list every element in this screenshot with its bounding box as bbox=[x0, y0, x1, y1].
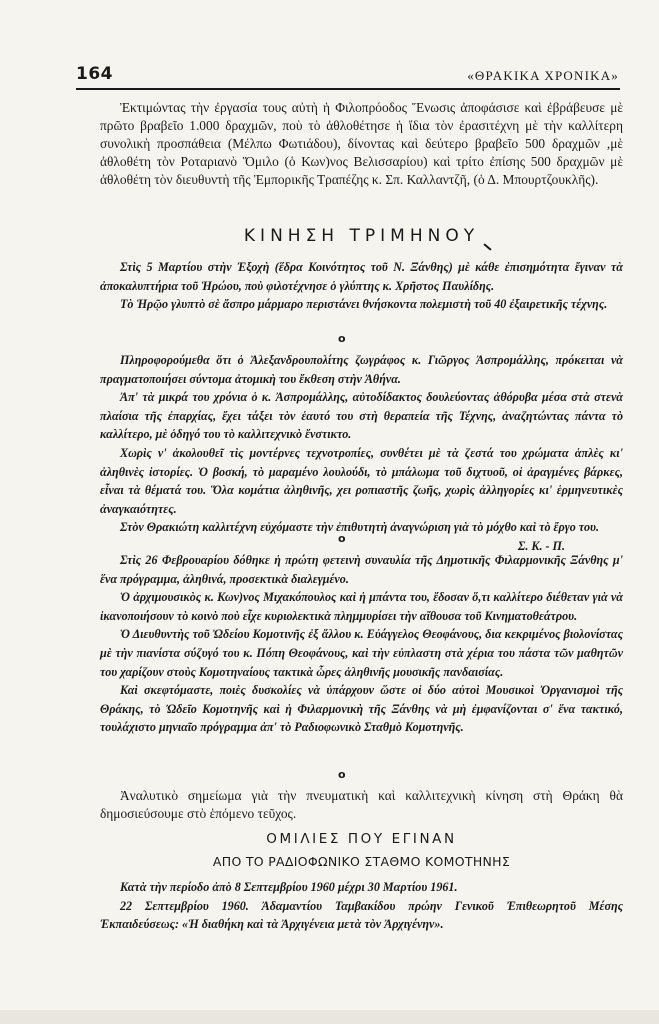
page-number: 164 bbox=[76, 64, 113, 84]
painter-paragraph-2: Ἀπ' τὰ μικρά του χρόνια ὁ κ. Ἀσπρομάλλης, αὐτοδίδακτος δουλεύοντας ἀθόρυβα μέσα στὰ στενὰ πλαίσια τῆς ἐπαρχίας, ἔχει τάξει τὸν ἑαυτό του στὴ θεραπεία τῆς Τέχνης, ἀναζητώντας πάντα τὸ καλλίτερο, μὲ ὁδηγό του τὸ καλλιτεχνικὸ ἔνστικτο. bbox=[100, 390, 623, 442]
concert-paragraph-2: Ὁ ἀρχιμουσικὸς κ. Κων)νος Μιχακόπουλος καὶ ἡ μπάντα του, ἔδοσαν ὅ,τι καλλίτερο διέθεταν γιὰ νὰ ἱκανοποιήσουν τὸ κοινὸ ποὺ εἶχε κυριολεκτικὰ πλημμυρίσει τὴν αἴθουσα τοῦ Κινηματοθεάτρου. bbox=[100, 590, 623, 623]
news-item-painter bbox=[100, 351, 623, 556]
note-paragraph bbox=[100, 787, 623, 823]
running-title: «ΘΡΑΚΙΚΑ ΧΡΟΝΙΚΑ» bbox=[467, 68, 619, 83]
heroon-paragraph-1: Στὶς 5 Μαρτίου στὴν Ἐξοχὴ (ἕδρα Κοινότητος τοῦ Ν. Ξάνθης) μὲ κάθε ἐπισημότητα ἔγιναν τὰ ἀποκαλυπτήρια τοῦ Ἡρώου, ποὺ φιλοτέχνησε ὁ γλύπτης κ. Χρῆστος Παυλίδης. bbox=[100, 260, 623, 293]
page-bottom-edge bbox=[0, 1010, 659, 1024]
section-separator: o bbox=[338, 768, 346, 781]
talks-entry: 22 Σεπτεμβρίου 1960. Ἀδαμαντίου Ταμβακίδου πρώην Γενικοῦ Ἐπιθεωρητοῦ Μέσης Ἐκπαιδεύσεως: «Ἡ διαθήκη καὶ τὰ Ἀρχιγένεια μετὰ τὸν Ἀρχιγένην». bbox=[100, 898, 623, 932]
header-rule bbox=[76, 88, 620, 90]
intro-text: Ἐκτιμώντας τὴν ἐργασία τους αὐτὴ ἡ Φιλοπρόοδος Ἕνωσις ἀποφάσισε καὶ ἐβράβευσε μὲ πρῶτο βραβεῖο 1.000 δραχμῶν, ποὺ τὸ ἀθλοθέτησε ἡ ἴδια τὸν ἐρασιτέχνη μὲ τὴν καλλίτερη συνολικὴ προσπάθεια (Μέλπω Φωτιάδου), δίνοντας καὶ δεύτερο βραβεῖο 500 δραχμῶν ,μὲ ἀθλοθέτη τὸν Ροταριανὸ Ὅμιλο (ὁ Κων)νος Βελισσαρίου) καὶ τρίτο ἐπίσης 500 δραχμῶν μὲ ἀθλοθέτη τὸν διευθυντὴ τῆς Ἐμπορικῆς Τραπέζης κ. Σπ. Καλλαντζῆ, (ὁ Δ. Μπουρτζουκλῆς). bbox=[100, 100, 623, 187]
talks-heading: ΟΜΙΛΙΕΣ ΠΟΥ ΕΓΙΝΑΝ bbox=[266, 831, 457, 847]
section-separator: o bbox=[338, 532, 346, 545]
concert-paragraph-4: Καὶ σκεφτόμαστε, ποιὲς δυσκολίες νὰ ὑπάρχουν ὥστε οἱ δύο αὐτοὶ Μουσικοὶ Ὀργανισμοὶ τῆς Θράκης, τὸ Ὠδεῖο Κομοτηνῆς καὶ ἡ Φιλαρμονικὴ τῆς Ξάνθης νὰ μὴ ἐμφανίζονται σ' ἕνα τακτικό, τουλάχιστο μηνιαῖο πρόγραμμα ἀπ' τὸ Ραδιοφωνικὸ Σταθμὸ Κομοτηνῆς. bbox=[100, 683, 623, 735]
signature: Σ. Κ. - Π. bbox=[517, 538, 565, 553]
concert-paragraph-1: Στὶς 26 Φεβρουαρίου δόθηκε ἡ πρώτη φετεινὴ συναυλία τῆς Δημοτικῆς Φιλαρμονικῆς Ξάνθης μ' ἕνα πρόγραμμα, ἀληθινά, προσεκτικὰ διαλεγμένο. bbox=[100, 553, 623, 586]
intro-paragraph bbox=[100, 99, 623, 189]
painter-paragraph-3: Χωρὶς ν' ἀκολουθεῖ τὶς μοντέρνες τεχνοτροπίες, συνθέτει μὲ τὰ ζεστά του χρώματα ἁπλὲς κι' ἀληθινὲς ἱστορίες. Ὁ βοσκή, τὸ μαραμένο λουλούδι, τὸ μπάλωμα τοῦ διχτυοῦ, οἱ ἀραγμένες βάρκες, εἶναι τὰ θέματά του. Ὅλα κομάτια ἀληθινῆς, χει ροπιαστῆς ζωῆς, χωρὶς ἀλληγορίες κι' ἑρμηνευτικὲς ἀναγκαιότητες. bbox=[100, 445, 623, 516]
page-header bbox=[76, 64, 619, 88]
talks-subheading: ΑΠΟ ΤΟ ΡΑΔΙΟΦΩΝΙΚΟ ΣΤΑΘΜΟ ΚΟΜΟΤΗΝΗΣ bbox=[212, 854, 511, 869]
news-item-heroon bbox=[100, 258, 623, 314]
talks-list bbox=[100, 878, 623, 934]
heroon-paragraph-2: Τὸ Ἡρῷο γλυπτὸ σὲ ἄσπρο μάρμαρο περιστάνει θνήσκοντα πολεμιστὴ τοῦ 40 ἐξαιρετικῆς τέχνης. bbox=[120, 297, 608, 312]
news-item-concert bbox=[100, 551, 623, 737]
painter-paragraph-4: Στὸν Θρακιώτη καλλιτέχνη εὐχόμαστε τὴν ἐπιθυτητὴ ἀναγνώριση γιὰ τὸ μόχθο καὶ τὸ ἔργο του. bbox=[120, 520, 599, 535]
talks-period: Κατὰ τὴν περίοδο ἀπὸ 8 Σεπτεμβρίου 1960 μέχρι 30 Μαρτίου 1961. bbox=[120, 880, 458, 894]
concert-paragraph-3: Ὁ Διευθυντὴς τοῦ Ὠδείου Κομοτινῆς ἐξ ἄλλου κ. Εὐάγγελος Θεοφάνους, δια κεκριμένος βιολονίστας μὲ τὴν πιανίστα σύζυγό του κ. Πόπη Θεοφάνους, καὶ τὴν εὐπλαστη στὰ χέρια του πάστα τῶν μαθητῶν του χαρίζουν στοὺς Κομοτηναίους τακτικὰ ὧρες ἀληθινῆς μουσικῆς πανδαισίας. bbox=[100, 627, 623, 679]
section-separator: o bbox=[338, 332, 346, 345]
painter-paragraph-1: Πληροφορούμεθα ὅτι ὁ Ἀλεξανδρουπολίτης ζωγράφος κ. Γιῶργος Ἀσπρομάλλης, πρόκειται νὰ πραγματοποιήσει σύντομα ἀτομικὴ του ἔκθεση στὴν Ἀθήνα. bbox=[100, 353, 623, 386]
note-text: Ἀναλυτικὸ σημείωμα γιὰ τὴν πνευματικὴ καὶ καλλιτεχνικὴ κίνηση στὴ Θράκη θὰ δημοσιεύσουμε στὸ ἑπόμενο τεῦχος. bbox=[100, 788, 623, 821]
section-title: ΚΙΝΗΣΗ ΤΡΙΜΗΝΟΥ bbox=[243, 226, 480, 246]
